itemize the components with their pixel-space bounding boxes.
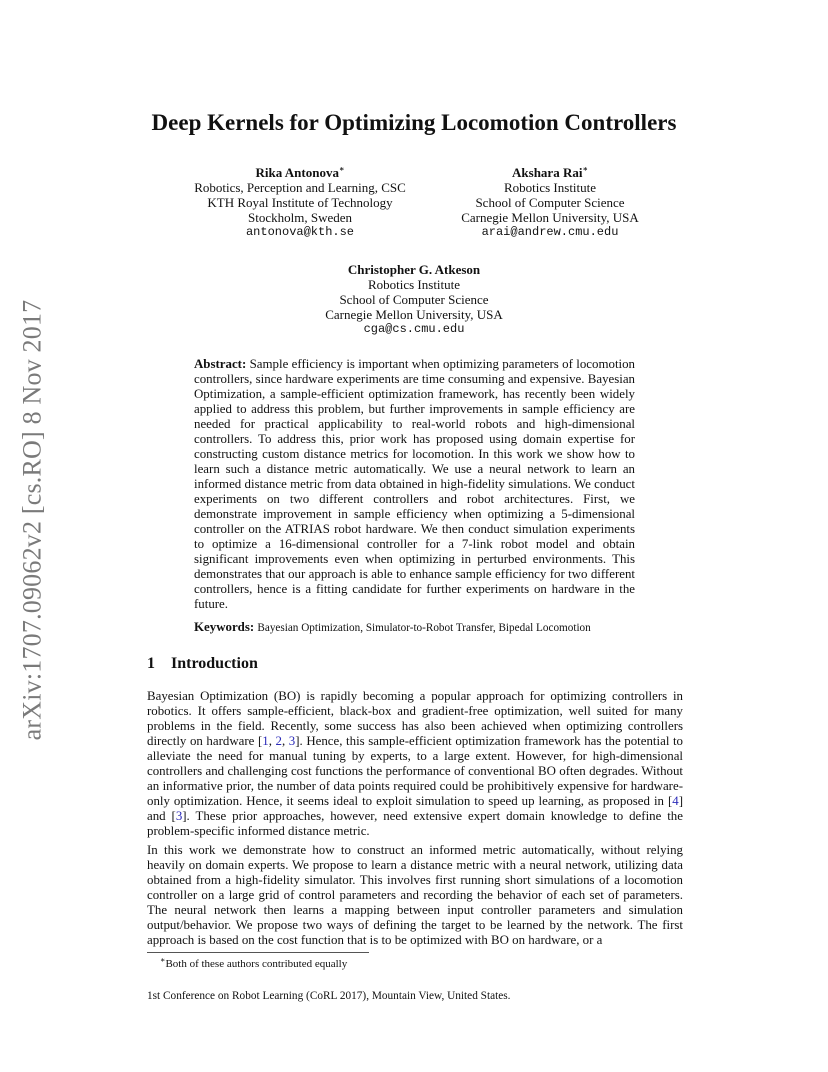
author-affiliation: Robotics Institute	[503, 180, 597, 195]
arxiv-stamp-text: arXiv:1707.09062v2 [cs.RO] 8 Nov 2017	[17, 299, 47, 741]
abstract-label: Abstract:	[194, 357, 247, 371]
section-heading	[147, 655, 258, 673]
author-affiliation: Robotics Institute	[367, 277, 461, 292]
author-email: arai@andrew.cmu.edu	[481, 225, 619, 239]
citation-link[interactable]: 4	[672, 794, 679, 808]
author-affiliation: Robotics, Perception and Learning, CSC	[194, 180, 406, 195]
arxiv-stamp	[12, 285, 52, 755]
equal-contribution-mark: ∗	[582, 164, 588, 174]
citation-link[interactable]: 3	[175, 809, 183, 823]
author-name: Akshara Rai∗	[512, 164, 588, 180]
author-affiliation: School of Computer Science	[475, 195, 625, 210]
author-block-1	[170, 165, 430, 240]
author-email: antonova@kth.se	[245, 225, 355, 239]
abstract	[194, 357, 635, 612]
author-name: Rika Antonova∗	[255, 164, 345, 180]
intro-paragraph-2: In this work we demonstrate how to construct an informed metric automatically, without relying heavily on domain experts. We propose to learn a distance metric with a neural network, utilizing data obtained from a high-fidelity simulator. This involves first running short simulations of a locomotion controller on a large grid of control parameters and recording the behavior of each set of parameters. The neural network then learns a mapping between input controller parameters and simulation output/behavior. We propose two ways of defining the target to be learned by the network. The first approach is based on the cost function that is to be optimized with BO on hardware, or a	[147, 843, 683, 947]
keywords-text: Bayesian Optimization, Simulator-to-Robot Transfer, Bipedal Locomotion	[257, 622, 591, 634]
footnote-rule	[147, 952, 369, 953]
footnote-text: Both of these authors contributed equally	[165, 958, 348, 970]
keywords-label: Keywords:	[194, 620, 255, 634]
citation-link[interactable]: 2	[275, 734, 282, 748]
citation-link[interactable]: 1	[262, 734, 269, 748]
author-block-2	[430, 165, 670, 240]
section-title: Introduction	[171, 655, 258, 672]
footnote	[160, 955, 348, 970]
author-affiliation: Stockholm, Sweden	[248, 210, 352, 225]
author-affiliation: School of Computer Science	[339, 292, 489, 307]
author-block-3	[264, 262, 564, 337]
author-affiliation: KTH Royal Institute of Technology	[207, 195, 393, 210]
author-name: Christopher G. Atkeson	[347, 262, 481, 277]
intro-paragraph-1: Bayesian Optimization (BO) is rapidly becoming a popular approach for optimizing controllers in robotics. It offers sample-efficient, black-box and gradient-free optimization, well suited for many problems in the field. Recently, some success has also been achieved when optimizing controllers directly on hardware [1, 2, 3]. Hence, this sample-efficient optimization framework has the potential to alleviate the need for manual tuning by experts, to a large extent. However, for high-dimensional controllers and challenging cost functions the performance of conventional BO often degrades. Without an informative prior, the number of data points required could be prohibitively expensive for hardware-only optimization. Hence, it seems ideal to exploit simulation to speed up learning, as proposed in [4] and [3]. These prior approaches, however, need extensive expert domain knowledge to define the problem-specific informed distance metric.	[147, 689, 684, 838]
footnote-mark: ∗	[160, 955, 166, 965]
citation-link[interactable]: 3	[288, 734, 296, 748]
keywords	[194, 620, 654, 635]
author-email: cga@cs.cmu.edu	[363, 322, 465, 336]
author-affiliation: Carnegie Mellon University, USA	[461, 210, 639, 225]
section-number: 1	[147, 655, 155, 672]
abstract-text: Sample efficiency is important when optimizing parameters of locomotion controllers, since hardware experiments are time consuming and expensive. Bayesian Optimization, a sample-efficient optimization framework, has recently been widely applied to address this problem, but further improvements in sample efficiency are needed for practical applicability to real-world robots and high-dimensional controllers. To address this, prior work has proposed using domain expertise for constructing custom distance metrics for locomotion. In this work we show how to learn such a distance metric automatically. We use a neural network to learn an informed distance metric from data obtained in high-fidelity simulations. We conduct experiments on two different controllers and robot architectures. First, we demonstrate improvement in sample efficiency when optimizing a 5-dimensional controller on the ATRIAS robot hardware. We then conduct simulation experiments to optimize a 16-dimensional controller for a 7-link robot model and obtain significant improvements even when optimizing in perturbed environments. This demonstrates that our approach is able to enhance sample efficiency for two different controllers, hence is a fitting candidate for further experiments on hardware in the future.	[194, 357, 635, 611]
paper-title: Deep Kernels for Optimizing Locomotion Controllers	[151, 110, 677, 135]
author-affiliation: Carnegie Mellon University, USA	[325, 307, 503, 322]
equal-contribution-mark: ∗	[338, 164, 345, 174]
venue-line: 1st Conference on Robot Learning (CoRL 2017), Mountain View, United States.	[147, 990, 511, 1002]
